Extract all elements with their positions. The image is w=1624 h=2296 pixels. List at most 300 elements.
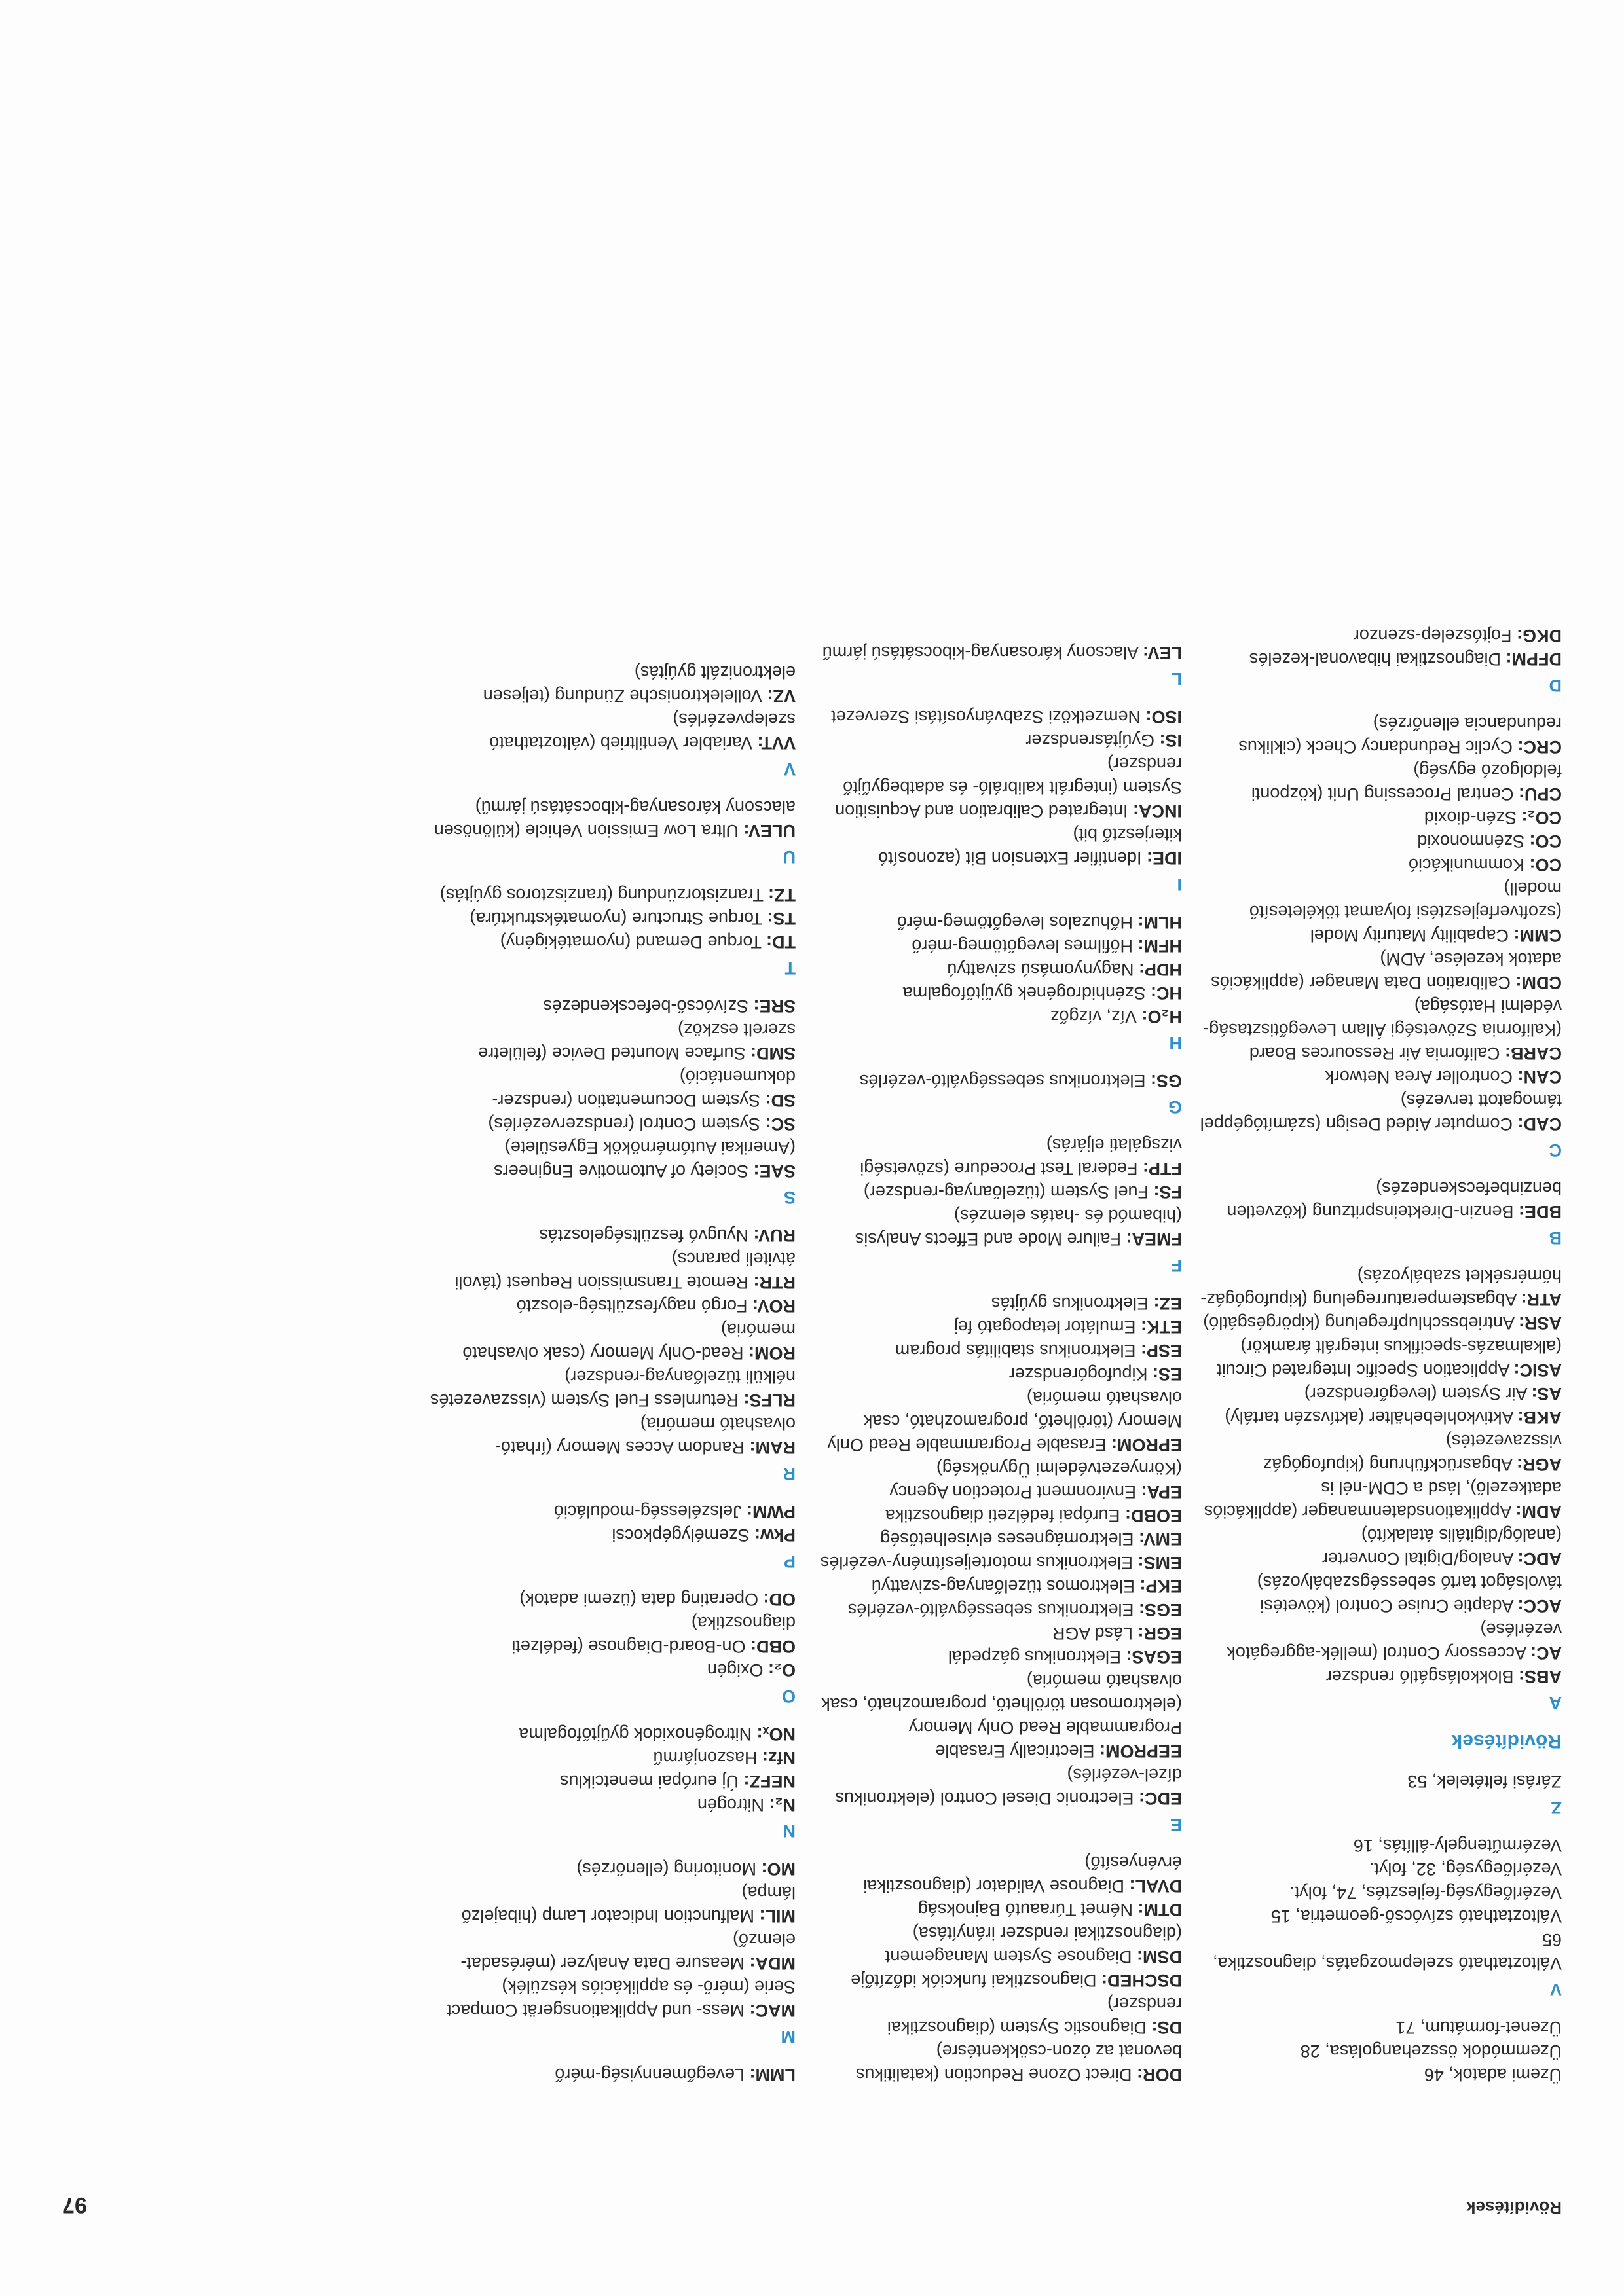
abbreviation-entry [1195,1665,1562,1688]
abbreviation-definition: Read-Only Memory (csak olvasható memória) [462,1320,796,1363]
abbreviation-term: HDP: [1139,960,1182,979]
abbreviation-definition: Antriebsschlupfregelung (kipörgésgátló) [1203,1313,1519,1333]
abbreviation-entry [815,1645,1182,1669]
abbreviation-term: DOR: [1137,2065,1182,2085]
abbreviation-entry [429,1746,796,1770]
abbreviation-definition: Application Specific Integrated Circuit (alkalmazás-specifikus integrált áramkör) [1217,1337,1562,1380]
abbreviation-entry [1195,829,1562,853]
abbreviation-term: HC: [1151,983,1182,1003]
section-letter: H [1169,1033,1182,1053]
abbreviation-term: CARB: [1505,1044,1562,1063]
abbreviation-term: EGS: [1138,1600,1182,1620]
column-2 [815,641,1182,2086]
abbreviation-entry [1195,1089,1562,1136]
index-letter: Z [1551,1798,1562,1817]
abbreviation-definition: System Documentation (rendszer-dokumentáció) [492,1067,796,1110]
abbreviation-entry [815,1339,1182,1362]
abbreviation-entry [1195,1429,1562,1476]
column-1 [1195,624,1562,2086]
abbreviation-term: EOBD: [1125,1506,1182,1525]
abbreviation-term: DSM: [1137,1947,1182,1967]
header-title: Rövidítések [1466,2198,1562,2217]
abbreviation-term: DS: [1151,2018,1182,2037]
abbreviation-term: AC: [1530,1643,1562,1663]
abbreviation-entry [429,1588,796,1611]
abbreviation-term: SD: [765,1091,796,1110]
abbreviation-entry [815,1898,1182,1922]
abbreviation-definition: Gyújtásrendszer [1025,731,1160,750]
abbreviation-entry [815,1133,1182,1180]
abbreviation-definition: Nitrogén [697,1795,769,1815]
abbreviation-term: EEPROM: [1099,1741,1182,1761]
abbreviation-entry [429,1294,796,1318]
index-entry: Vezérlőegység-fejlesztés, 74, folyt. [1289,1883,1562,1903]
abbreviation-entry [815,1575,1182,1598]
abbreviation-entry [1195,877,1562,947]
abbreviation-term: SRE: [753,996,796,1016]
abbreviation-entry [1195,1335,1562,1382]
abbreviation-term: CRC: [1517,737,1562,757]
abbreviation-entry [429,1523,796,1547]
section-letter: P [783,1552,796,1571]
abbreviation-term: IDE: [1147,848,1182,868]
abbreviation-definition: Tranzistorzündung (tranzisztoros gyújtás) [439,885,769,905]
abbreviation-entry [1195,712,1562,759]
abbreviation-definition: Remote Transmission Request (távoli átviteli parancs) [454,1249,796,1292]
abbreviation-term: DVAL: [1129,1876,1182,1896]
abbreviation-definition: Elektronikus gázpedál [948,1647,1126,1667]
abbreviation-list [429,661,796,2086]
abbreviation-entry [815,1005,1182,1029]
abbreviation-entry [429,1247,796,1294]
abbreviation-definition: Szén-dioxid [1424,808,1522,828]
abbreviation-term: Pkw: [754,1525,796,1545]
section-letter: R [783,1464,796,1484]
abbreviation-term: TD: [766,932,796,952]
abbreviation-definition: Central Processing Unit (központi feldolgozó egység) [1251,761,1562,804]
abbreviation-entry [429,1500,796,1523]
abbreviation-definition: Erasable Programmable Read Only Memory (törölhető, programozható, csak olvasható memória) [827,1388,1182,1455]
abbreviation-definition: Diagnosztikai funkciók időzítője [851,1971,1101,1990]
abbreviation-term: VZ: [767,686,796,706]
section-letter: L [1171,669,1182,689]
abbreviation-term: EMS: [1137,1553,1182,1573]
abbreviation-definition: Returnless Fuel System (visszavezetés nélküli tüzelőanyag-rendszer) [430,1367,796,1410]
abbreviation-definition: Szívócső-befecskendezés [543,996,754,1016]
abbreviation-term: EPA: [1141,1482,1182,1502]
abbreviation-definition: Electronic Diesel Control (elektronikus dízel-vezérlés) [835,1765,1182,1808]
abbreviation-definition: Haszonjármű [653,1748,763,1768]
abbreviation-definition: Víz, vízgőz [1050,1007,1142,1027]
abbreviation-definition: Accessory Control (mellék-aggregátok vezérlése) [1227,1620,1562,1663]
abbreviation-entry [815,1527,1182,1551]
section-letter: U [783,847,796,867]
abbreviation-term: NOₓ: [756,1724,796,1744]
abbreviation-term: SAE: [753,1161,796,1181]
abbreviation-entry [815,981,1182,1005]
abbreviation-definition: Diagnose System Management (diagnosztikai rendszer irányítása) [885,1923,1182,1967]
abbreviation-term: Nfz: [762,1748,796,1768]
abbreviation-definition: Oxigén [707,1660,768,1680]
abbreviation-entry [429,1365,796,1412]
abbreviation-definition: Új európai menetciklus [559,1772,744,1791]
abbreviation-definition: Elektromágneses elviselhetőség [880,1529,1139,1549]
abbreviation-term: ISO: [1145,707,1182,727]
abbreviation-term: FMEA: [1126,1230,1182,1249]
abbreviation-term: H₂O: [1141,1007,1182,1027]
abbreviation-entry [429,930,796,954]
abbreviation-entry [1195,1382,1562,1406]
index-entry: Vezérműtengely-állítás, 16 [1353,1836,1562,1855]
abbreviation-term: FTP: [1143,1159,1182,1178]
index-continuation [1195,2016,1562,2086]
abbreviation-definition: Analog/Digital Converter (analóg/digitális átalakító) [1321,1525,1562,1569]
abbreviation-entry [429,1658,796,1682]
abbreviation-term: OD: [763,1590,796,1609]
abbreviation-entry [815,823,1182,870]
abbreviation-definition: Malfunction Indicator Lamp (hibajelző lámpa) [461,1883,796,1926]
abbreviation-term: LMM: [749,2065,796,2085]
abbreviation-definition: Mess- und Applikationsgerät Compact Serie (mérő- és applikációs készülék) [447,1977,796,2020]
abbreviation-term: OBD: [750,1637,796,1656]
abbreviation-entry [429,1412,796,1459]
abbreviations-title: Rövidítések [1451,1730,1562,1752]
abbreviation-definition: Integrated Calibration and Acquisition System (integrált kalibráló- és adatbegyűjtő rendszer) [835,754,1182,821]
abbreviation-entry [429,1611,796,1658]
abbreviation-entry [429,1224,796,1247]
abbreviation-term: ASIC: [1513,1360,1562,1380]
abbreviation-entry [815,1763,1182,1810]
abbreviation-entry [429,1722,796,1746]
abbreviation-entry [815,641,1182,665]
abbreviation-definition: Hőhuzalos levegőtömeg-mérő [896,913,1138,932]
abbreviation-definition: Cyclic Redundancy Check (ciklikus redundancia ellenőrzés) [1238,714,1562,757]
abbreviation-term: PWM: [747,1502,796,1522]
abbreviation-entry [815,2039,1182,2086]
abbreviation-term: CO: [1529,831,1562,851]
abbreviation-definition: Environment Protection Agency (Környezetvédelmi Ügynökség) [889,1459,1182,1502]
abbreviation-term: MIL: [759,1906,796,1926]
abbreviation-term: ESP: [1140,1341,1182,1360]
abbreviation-definition: Torque Demand (nyomatékigény) [500,932,767,952]
abbreviation-entry [1195,1264,1562,1311]
abbreviation-entry [1195,1065,1562,1089]
abbreviation-definition: Alacsony károsanyag-kibocsátású jármű [822,643,1143,663]
abbreviation-entry [429,1136,796,1183]
abbreviation-term: ADC: [1517,1549,1562,1569]
abbreviation-term: TS: [767,909,796,928]
abbreviation-entry [429,1318,796,1365]
abbreviation-definition: Identifier Extension Bit (azonosító kiterjesztő bit) [878,825,1182,868]
abbreviation-term: NEFZ: [743,1772,796,1791]
abbreviation-term: SC: [765,1114,796,1134]
page-header [62,2178,1562,2217]
section-letter: M [781,2027,796,2047]
abbreviation-term: ROV: [752,1296,796,1316]
abbreviation-definition: Kipufogórendszer [1008,1364,1153,1384]
abbreviation-term: MDA: [749,1954,796,1973]
abbreviation-definition: Controller Area Network [1325,1067,1518,1087]
index-entry: Változtatható szelepmozgatás, diagnosztika, 65 [1213,1930,1562,1973]
abbreviation-definition: Nemzetközi Szabványosítási Szervezet [831,707,1146,727]
section-letter: I [1177,875,1182,894]
abbreviation-entry [815,1551,1182,1575]
abbreviation-term: MO: [761,1859,796,1879]
column-3 [429,661,796,2086]
abbreviation-definition: Levegőmennyiség-mérő [555,2065,750,2085]
abbreviation-definition: Abgastemperaturregelung (kipufogógáz-hőmérséklet szabályozás) [1200,1266,1562,1309]
abbreviation-term: CO₂: [1521,808,1562,828]
abbreviation-entry [815,1204,1182,1251]
abbreviation-definition: Lásd AGR [1052,1624,1138,1643]
abbreviation-definition: Elektronikus sebességváltó-vezérlés [859,1071,1151,1091]
abbreviation-definition: Szénmonoxid [1417,831,1530,851]
abbreviation-entry [429,1793,796,1817]
abbreviation-entry [1195,1406,1562,1429]
abbreviation-definition: Európai fedélzeti diagnosztika [885,1506,1125,1525]
abbreviation-entry [429,1857,796,1881]
abbreviation-term: N₂: [769,1795,796,1815]
section-letter: G [1168,1097,1182,1117]
abbreviation-entry [429,1112,796,1136]
abbreviation-entry [1195,1523,1562,1571]
index-entry: Üzenet-formátum, 71 [1395,2018,1562,2037]
abbreviation-entry [429,1975,796,2022]
index-entry: Zárási feltételek, 53 [1407,1772,1562,1791]
abbreviation-entry [815,1386,1182,1457]
abbreviation-term: CDM: [1515,973,1562,993]
abbreviation-term: CAN: [1517,1067,1562,1087]
abbreviation-term: EGR: [1137,1624,1182,1643]
abbreviation-definition: Jelszélesség-moduláció [553,1502,747,1522]
abbreviation-entry [1195,947,1562,994]
abbreviation-term: ROM: [748,1343,796,1363]
abbreviation-list [1195,624,1562,1715]
abbreviation-entry [429,1881,796,1928]
abbreviation-term: RTR: [753,1273,796,1292]
abbreviation-term: ASR: [1519,1313,1562,1333]
abbreviation-definition: Torque Structure (nyomatékstruktúra) [470,909,767,928]
abbreviation-definition: Fuel System (tüzelőanyag-rendszer) [863,1182,1154,1202]
abbreviation-term: ES: [1152,1364,1182,1384]
abbreviation-term: DKG: [1517,626,1562,646]
index-entry: Üzemmódok összehangolása, 28 [1300,2041,1562,2061]
index-entry: Üzemi adatok, 46 [1424,2065,1562,2085]
abbreviation-definition: Benzin-Direkteinspritzung (közvetlen benzinbefecskendezés) [1227,1178,1562,1222]
index-entry: Változtatható szívócső-geometria, 15 [1270,1906,1562,1926]
abbreviation-term: BDE: [1519,1202,1562,1222]
abbreviation-term: ATR: [1521,1290,1562,1309]
section-letter: C [1549,1140,1562,1160]
abbreviation-entry [815,1851,1182,1898]
abbreviation-entry [815,1598,1182,1622]
abbreviation-entry [429,708,796,755]
abbreviation-term: FS: [1153,1182,1182,1202]
abbreviation-entry [429,907,796,930]
section-letter: D [1549,676,1562,695]
abbreviation-definition: Applikationsdatenmanager (applikációs adatkezelő), lásd a CDM-nél is [1204,1478,1562,1522]
abbreviation-definition: Személygépkocsi [612,1525,754,1545]
abbreviation-entry [815,1457,1182,1504]
abbreviation-term: EKP: [1139,1576,1182,1596]
section-letter: T [784,958,796,978]
abbreviation-entry [429,883,796,907]
abbreviation-definition: Elektronikus gyújtás [991,1294,1154,1313]
abbreviation-definition: Kommunikáció [1408,855,1530,875]
abbreviation-entry [429,1770,796,1793]
abbreviation-entry [815,1180,1182,1204]
abbreviation-definition: Electrically Erasable Programmable Read Only Memory (elektromosan törölhető, programozható, csak olvasható memória) [821,1671,1182,1761]
abbreviation-definition: Nagynyomású szivattyú [947,960,1139,979]
abbreviation-definition: Blokkolásgátló rendszer [1325,1667,1519,1686]
abbreviation-entry [429,1928,796,1975]
abbreviation-term: MAC: [749,2001,796,2020]
abbreviation-definition: Random Acces Memory (írható-olvasható memória) [494,1414,796,1457]
abbreviation-entry [1195,1311,1562,1335]
abbreviation-entry [1195,759,1562,806]
section-letter: E [1170,1815,1182,1834]
abbreviation-entry [815,1992,1182,2039]
abbreviation-entry [815,934,1182,958]
abbreviation-definition: Adaptie Cruise Control (követési távolságot tartó sebességszabályozás) [1257,1573,1562,1616]
abbreviation-entry [1195,1176,1562,1224]
abbreviation-term: TZ: [768,885,796,905]
section-letter: O [781,1686,796,1706]
abbreviation-entry [429,2063,796,2086]
abbreviation-definition: Monitoring (ellenőrzés) [576,1859,762,1879]
page-number: 97 [62,2193,87,2217]
abbreviation-entry [1195,624,1562,647]
abbreviation-definition: Variabler Ventiltrieb (változtatható szelepvezérlés) [489,710,796,753]
abbreviation-entry [429,1018,796,1065]
abbreviation-term: RLFS: [743,1391,796,1410]
abbreviation-definition: Calibration Data Manager (applikációs adatok kezelése, ADM) [1211,949,1562,993]
abbreviation-term: CMM: [1513,926,1562,945]
abbreviation-entry [815,1315,1182,1339]
abbreviation-definition: Nitrogénoxidok gyűjtőfogalma [519,1724,757,1744]
abbreviation-entry [1195,806,1562,829]
abbreviation-entry [815,1622,1182,1645]
section-letter: S [783,1188,796,1207]
abbreviation-term: CPU: [1519,784,1562,804]
abbreviation-definition: Diagnostic System (diagnosztikai rendszer) [887,1994,1182,2037]
abbreviation-definition: Diagnosztikai hibavonal-kezelés [1249,649,1506,669]
abbreviation-definition: Society of Automotive Engineers (Amerikai Autómérnökök Egyesülete) [494,1138,796,1181]
abbreviation-term: DSCHED: [1101,1971,1182,1990]
abbreviation-entry [815,1969,1182,1992]
abbreviation-entry [815,911,1182,934]
abbreviation-definition: Aktivkohlebehälter (aktívszén tartály) [1225,1408,1518,1427]
section-letter: B [1549,1228,1562,1248]
abbreviation-entry [1195,647,1562,671]
abbreviation-entry [815,752,1182,823]
abbreviation-term: LEV: [1142,643,1182,663]
abbreviation-definition: Elektronikus motorteljesítmény-vezérlés [820,1553,1138,1573]
abbreviation-definition: Surface Mounted Device (felületre szerelt eszköz) [478,1020,796,1063]
abbreviation-definition: Abgasrückführung (kipufogógáz visszavezetés) [1263,1431,1562,1474]
abbreviation-definition: Direct Ozone Reduction (katalitikus bevonat az ózon-csökkentésre) [855,2041,1182,2085]
abbreviation-definition: Elektronikus stabilitás program [895,1341,1141,1360]
abbreviation-definition: Vollelektronische Zündung (teljesen elektronizált gyújtás) [483,663,796,706]
abbreviation-entry [429,994,796,1018]
abbreviation-definition: Ultra Low Emission Vehicle (különösen alacsony károsanyag-kibocsátású jármű) [434,797,796,841]
abbreviation-definition: Air System (levegőrendszer) [1304,1384,1532,1404]
abbreviation-term: EDC: [1139,1789,1182,1808]
abbreviation-entry [1195,1618,1562,1665]
abbreviation-term: CO: [1529,855,1562,875]
abbreviation-term: CAD: [1517,1114,1562,1134]
abbreviation-definition: Fojtószelep-szenzor [1353,626,1517,646]
abbreviation-definition: Hőfilmes levegőtömeg-mérő [912,936,1138,956]
abbreviation-definition: Elektromos tüzelőanyag-szivattyú [871,1576,1140,1596]
abbreviation-term: RUV: [753,1226,796,1245]
abbreviation-term: EGAS: [1126,1647,1182,1667]
abbreviation-term: VVT: [757,733,796,753]
abbreviation-term: ADM: [1515,1502,1562,1522]
abbreviation-definition: Measure Data Analyzer (mérésadat-elemző) [460,1930,796,1973]
abbreviation-term: O₂: [768,1660,796,1680]
abbreviation-definition: On-Board-Diagnose (fedélzeti diagnosztika) [511,1613,796,1656]
abbreviation-term: DTM: [1137,1900,1182,1920]
abbreviation-entry [1195,1476,1562,1523]
section-letter: N [783,1821,796,1841]
abbreviation-list [815,641,1182,2086]
abbreviation-entry [1195,1571,1562,1618]
abbreviation-entry [1195,994,1562,1065]
abbreviation-term: ULEV: [743,821,796,841]
abbreviation-term: ABS: [1519,1667,1562,1686]
abbreviation-term: GS: [1150,1071,1182,1091]
abbreviation-term: EZ: [1153,1294,1182,1313]
abbreviation-term: IS: [1159,731,1182,750]
abbreviation-definition: Német Túraautó Bajnokság [917,1900,1138,1920]
abbreviation-definition: Federal Test Procedure (szövetségi vizsgálati eljárás) [860,1135,1182,1178]
abbreviation-entry [815,1669,1182,1763]
abbreviation-definition: Operating data (üzemi adatok) [519,1590,764,1609]
section-letter: V [783,759,796,779]
abbreviation-definition: Failure Mode and Effects Analysis (hibamód és -hatás elemzés) [855,1206,1182,1249]
abbreviation-definition: Diagnose Validator (diagnosztikai érvényesítő) [863,1853,1182,1896]
abbreviation-entry [429,661,796,708]
abbreviation-term: EMV: [1138,1529,1182,1549]
abbreviation-term: ETK: [1141,1317,1182,1337]
abbreviation-definition: Emulátor letapogató fej [953,1317,1141,1337]
abbreviation-entry [429,1065,796,1112]
abbreviation-term: HFM: [1137,936,1182,956]
abbreviation-term: HLM: [1137,913,1182,932]
abbreviation-term: INCA: [1133,801,1182,821]
abbreviation-entry [815,1504,1182,1527]
index-letter: V [1549,1980,1562,1999]
abbreviation-entry [815,1362,1182,1386]
abbreviation-term: DFPM: [1505,649,1562,669]
abbreviation-definition: Nyugvó feszültségelosztás [539,1226,754,1245]
abbreviation-entry [1195,853,1562,877]
abbreviation-term: SMD: [750,1044,796,1063]
abbreviation-definition: Szénhidrogének gyűjtőfogalma [902,983,1151,1003]
abbreviation-term: RAM: [749,1438,796,1457]
abbreviation-definition: Forgó nagyfeszültség-elosztó [516,1296,752,1316]
abbreviation-term: ACC: [1517,1596,1562,1616]
abbreviation-definition: Computer Aided Design (számítógéppel támogatott tervezés) [1200,1091,1562,1134]
abbreviation-term: AS: [1531,1384,1562,1404]
abbreviation-definition: Elektronikus sebességváltó-vezérlés [847,1600,1139,1620]
abbreviation-entry [815,1069,1182,1093]
abbreviation-entry [815,958,1182,981]
section-letter: F [1171,1256,1182,1275]
abbreviation-definition: Capability Maturity Model (szoftverfejlesztési folyamat tökéletesítő modell) [1249,879,1562,945]
abbreviation-entry [815,1922,1182,1969]
